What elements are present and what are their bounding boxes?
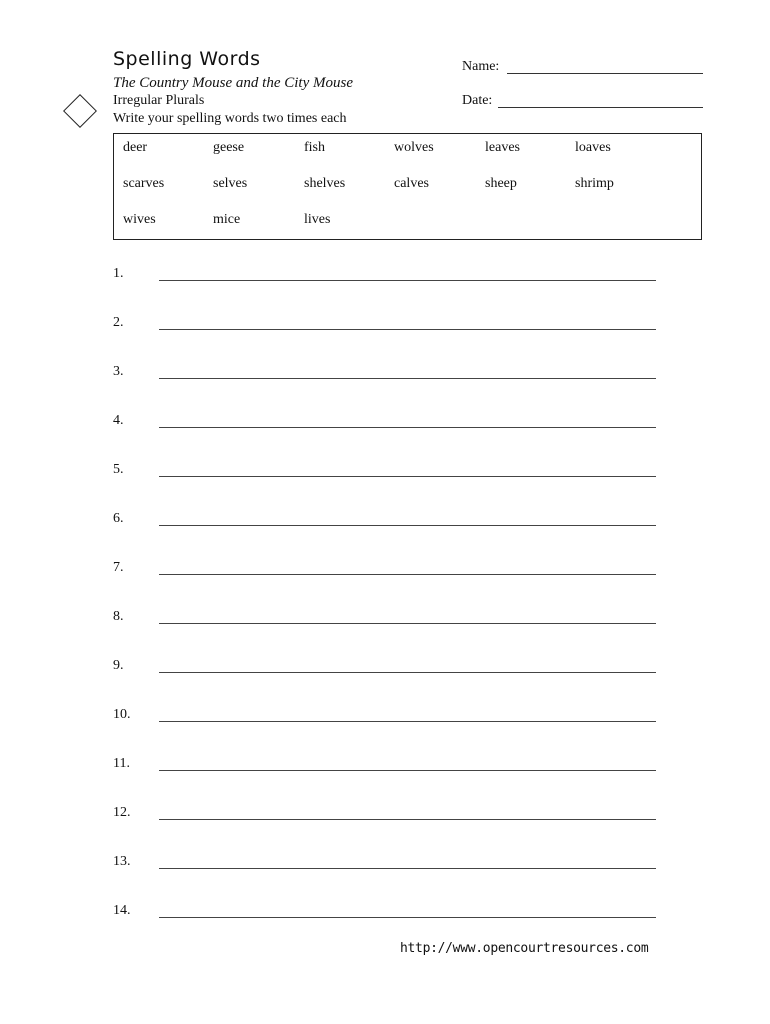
word: deer [123, 140, 148, 155]
writing-line[interactable] [159, 378, 656, 379]
writing-line[interactable] [159, 819, 656, 820]
writing-line[interactable] [159, 280, 656, 281]
line-number: 9. [113, 658, 124, 673]
line-number: 4. [113, 413, 124, 428]
line-number: 12. [113, 805, 131, 820]
page-title: Spelling Words [113, 48, 261, 70]
writing-line[interactable] [159, 427, 656, 428]
line-number: 1. [113, 266, 124, 281]
line-number: 6. [113, 511, 124, 526]
name-label: Name: [462, 59, 500, 74]
name-field[interactable] [507, 73, 703, 74]
word: shelves [304, 176, 346, 191]
writing-line[interactable] [159, 476, 656, 477]
word: loaves [575, 140, 611, 155]
line-number: 10. [113, 707, 131, 722]
date-field[interactable] [498, 107, 703, 108]
line-number: 2. [113, 315, 124, 330]
writing-line[interactable] [159, 917, 656, 918]
writing-line[interactable] [159, 623, 656, 624]
word: calves [394, 176, 429, 191]
word: selves [213, 176, 248, 191]
writing-line[interactable] [159, 574, 656, 575]
line-number: 13. [113, 854, 131, 869]
word-box [113, 133, 702, 240]
instructions: Write your spelling words two times each [113, 111, 347, 126]
word: fish [304, 140, 325, 155]
word: wives [123, 212, 156, 227]
word: geese [213, 140, 245, 155]
line-number: 8. [113, 609, 124, 624]
date-label: Date: [462, 93, 493, 108]
diamond-icon [63, 94, 97, 128]
writing-line[interactable] [159, 329, 656, 330]
story-title: The Country Mouse and the City Mouse [113, 75, 353, 91]
line-number: 11. [113, 756, 130, 771]
word: leaves [485, 140, 520, 155]
word: lives [304, 212, 331, 227]
line-number: 14. [113, 903, 131, 918]
writing-line[interactable] [159, 525, 656, 526]
word: mice [213, 212, 241, 227]
writing-line[interactable] [159, 672, 656, 673]
line-number: 5. [113, 462, 124, 477]
word: scarves [123, 176, 165, 191]
word: wolves [394, 140, 434, 155]
word: sheep [485, 176, 517, 191]
word: shrimp [575, 176, 614, 191]
writing-line[interactable] [159, 721, 656, 722]
topic-label: Irregular Plurals [113, 93, 205, 108]
footer-url[interactable]: http://www.opencourtresources.com [400, 941, 649, 956]
writing-line[interactable] [159, 770, 656, 771]
writing-line[interactable] [159, 868, 656, 869]
line-number: 7. [113, 560, 124, 575]
line-number: 3. [113, 364, 124, 379]
